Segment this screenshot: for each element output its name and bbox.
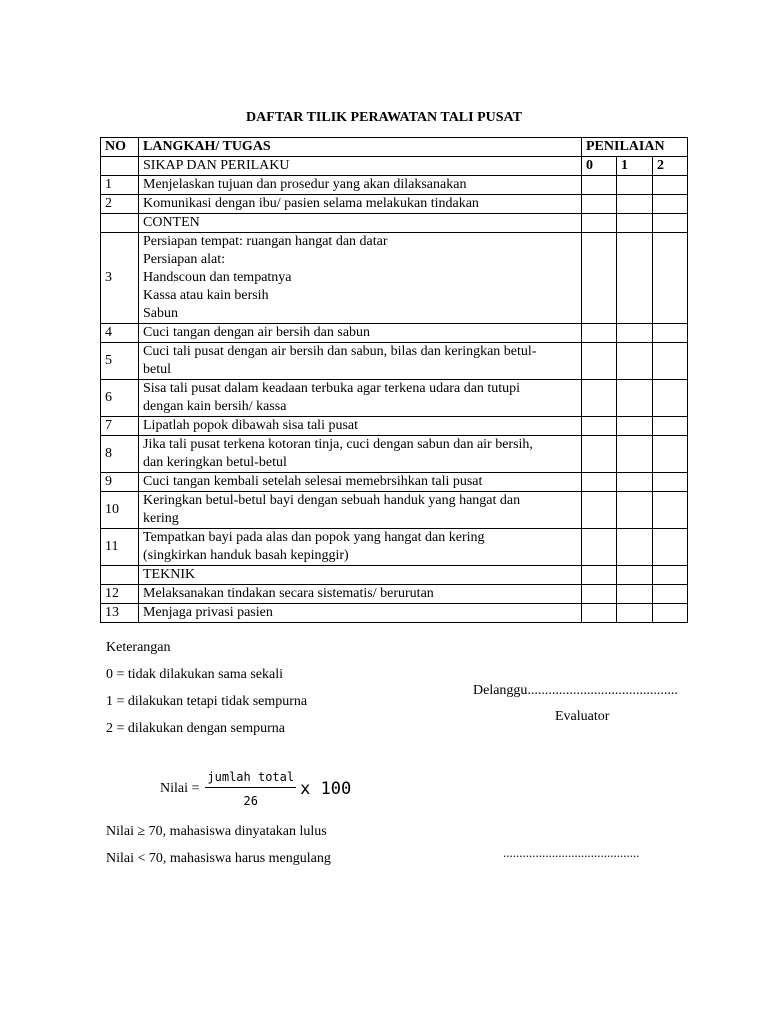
score-cell-2[interactable] (653, 585, 688, 604)
score-cell-2[interactable] (653, 417, 688, 436)
score-cell-0[interactable] (582, 604, 617, 623)
formula-denominator: 26 (243, 794, 258, 808)
score-cell-1[interactable] (617, 585, 653, 604)
score-cell-2[interactable] (653, 529, 688, 566)
formula-multiplier: x 100 (300, 779, 352, 799)
signature-role: Evaluator (555, 709, 610, 724)
score-cell-2[interactable] (653, 214, 688, 233)
score-cell-1[interactable] (617, 343, 653, 380)
row-number: 3 (101, 233, 139, 324)
table-row (101, 324, 688, 343)
task-line: Sisa tali pusat dalam keadaan terbuka agar terkena udara dan tutupi (143, 381, 521, 396)
task-text (139, 233, 582, 324)
row-number: 8 (101, 436, 139, 473)
task-line: betul (143, 362, 171, 377)
checklist-table (100, 137, 688, 623)
score-cell-2[interactable] (653, 380, 688, 417)
score-cell-1[interactable] (617, 492, 653, 529)
task-text: Komunikasi dengan ibu/ pasien selama melakukan tindakan (139, 195, 582, 214)
score-cell-2[interactable] (653, 233, 688, 324)
score-cell-1[interactable] (617, 436, 653, 473)
score-cell-2[interactable] (653, 473, 688, 492)
score-level-header: 1 (617, 157, 653, 176)
task-text (139, 380, 582, 417)
section-row (101, 157, 688, 176)
task-text: Menjaga privasi pasien (139, 604, 582, 623)
score-cell-1[interactable] (617, 566, 653, 585)
task-text: Menjelaskan tujuan dan prosedur yang akan dilaksanakan (139, 176, 582, 195)
signature-place: Delanggu........................................... (473, 683, 678, 698)
row-number: 5 (101, 343, 139, 380)
fail-criteria: Nilai < 70, mahasiswa harus mengulang (106, 851, 331, 866)
row-number: 10 (101, 492, 139, 529)
formula-fraction (205, 770, 296, 808)
legend-item-2: 2 = dilakukan dengan sempurna (106, 721, 285, 736)
grade-formula (160, 770, 351, 808)
table-row (101, 417, 688, 436)
row-number (101, 566, 139, 585)
score-cell-1[interactable] (617, 214, 653, 233)
table-row (101, 492, 688, 529)
task-text: Cuci tangan dengan air bersih dan sabun (139, 324, 582, 343)
score-cell-0[interactable] (582, 343, 617, 380)
score-cell-2[interactable] (653, 604, 688, 623)
table-row (101, 585, 688, 604)
score-cell-2[interactable] (653, 566, 688, 585)
section-row (101, 566, 688, 585)
task-text (139, 529, 582, 566)
table-row (101, 380, 688, 417)
table-row (101, 233, 688, 324)
table-row (101, 473, 688, 492)
formula-label: Nilai = (160, 781, 200, 796)
table-row (101, 343, 688, 380)
row-number: 13 (101, 604, 139, 623)
row-number: 1 (101, 176, 139, 195)
score-cell-0[interactable] (582, 214, 617, 233)
task-line: kering (143, 511, 179, 526)
score-cell-1[interactable] (617, 176, 653, 195)
score-cell-1[interactable] (617, 195, 653, 214)
score-cell-1[interactable] (617, 604, 653, 623)
signature-line: .......................................... (503, 845, 640, 860)
row-number: 12 (101, 585, 139, 604)
score-cell-0[interactable] (582, 566, 617, 585)
task-text (139, 343, 582, 380)
row-number (101, 214, 139, 233)
score-cell-0[interactable] (582, 492, 617, 529)
table-row (101, 604, 688, 623)
table-row (101, 529, 688, 566)
score-cell-1[interactable] (617, 233, 653, 324)
task-line: Sabun (143, 306, 178, 321)
task-line: dengan kain bersih/ kassa (143, 399, 287, 414)
section-label: CONTEN (139, 214, 582, 233)
task-line: (singkirkan handuk basah kepinggir) (143, 548, 349, 563)
score-cell-1[interactable] (617, 417, 653, 436)
task-line: Jika tali pusat terkena kotoran tinja, cuci dengan sabun dan air bersih, (143, 437, 533, 452)
task-text: Lipatlah popok dibawah sisa tali pusat (139, 417, 582, 436)
row-number (101, 157, 139, 176)
table-row (101, 176, 688, 195)
task-line: Cuci tali pusat dengan air bersih dan sabun, bilas dan keringkan betul- (143, 344, 537, 359)
row-number: 11 (101, 529, 139, 566)
score-cell-0[interactable] (582, 585, 617, 604)
row-number: 2 (101, 195, 139, 214)
task-line: Kassa atau kain bersih (143, 288, 269, 303)
legend-heading: Keterangan (106, 640, 171, 655)
task-line: dan keringkan betul-betul (143, 455, 287, 470)
table-row (101, 436, 688, 473)
score-level-header: 2 (653, 157, 688, 176)
score-cell-1[interactable] (617, 529, 653, 566)
score-level-header: 0 (582, 157, 617, 176)
score-cell-0[interactable] (582, 436, 617, 473)
score-cell-2[interactable] (653, 195, 688, 214)
score-cell-0[interactable] (582, 195, 617, 214)
section-label: TEKNIK (139, 566, 582, 585)
score-cell-0[interactable] (582, 473, 617, 492)
section-label: SIKAP DAN PERILAKU (139, 157, 582, 176)
col-header-task: LANGKAH/ TUGAS (139, 138, 582, 157)
score-cell-2[interactable] (653, 176, 688, 195)
document-title: DAFTAR TILIK PERAWATAN TALI PUSAT (246, 110, 522, 125)
table-row (101, 195, 688, 214)
col-header-no: NO (101, 138, 139, 157)
score-cell-2[interactable] (653, 324, 688, 343)
section-row (101, 214, 688, 233)
task-line: Tempatkan bayi pada alas dan popok yang hangat dan kering (143, 530, 485, 545)
checklist-body (101, 157, 688, 623)
task-text (139, 492, 582, 529)
score-cell-2[interactable] (653, 343, 688, 380)
row-number: 7 (101, 417, 139, 436)
col-header-score: PENILAIAN (582, 138, 688, 157)
task-line: Handscoun dan tempatnya (143, 270, 292, 285)
row-number: 9 (101, 473, 139, 492)
task-text (139, 436, 582, 473)
legend-item-0: 0 = tidak dilakukan sama sekali (106, 667, 284, 682)
score-cell-0[interactable] (582, 417, 617, 436)
score-cell-0[interactable] (582, 380, 617, 417)
score-cell-0[interactable] (582, 233, 617, 324)
task-line: Persiapan tempat: ruangan hangat dan datar (143, 234, 388, 249)
score-cell-1[interactable] (617, 473, 653, 492)
score-cell-1[interactable] (617, 380, 653, 417)
score-cell-0[interactable] (582, 324, 617, 343)
score-cell-2[interactable] (653, 492, 688, 529)
legend-item-1: 1 = dilakukan tetapi tidak sempurna (106, 694, 308, 709)
formula-numerator: jumlah total (205, 770, 296, 788)
score-cell-1[interactable] (617, 324, 653, 343)
score-cell-0[interactable] (582, 176, 617, 195)
row-number: 6 (101, 380, 139, 417)
task-line: Keringkan betul-betul bayi dengan sebuah handuk yang hangat dan (143, 493, 521, 508)
pass-criteria: Nilai ≥ 70, mahasiswa dinyatakan lulus (106, 824, 327, 839)
score-cell-0[interactable] (582, 529, 617, 566)
row-number: 4 (101, 324, 139, 343)
task-line: Persiapan alat: (143, 252, 226, 267)
task-text: Melaksanakan tindakan secara sistematis/ berurutan (139, 585, 582, 604)
task-text: Cuci tangan kembali setelah selesai memebrsihkan tali pusat (139, 473, 582, 492)
score-cell-2[interactable] (653, 436, 688, 473)
